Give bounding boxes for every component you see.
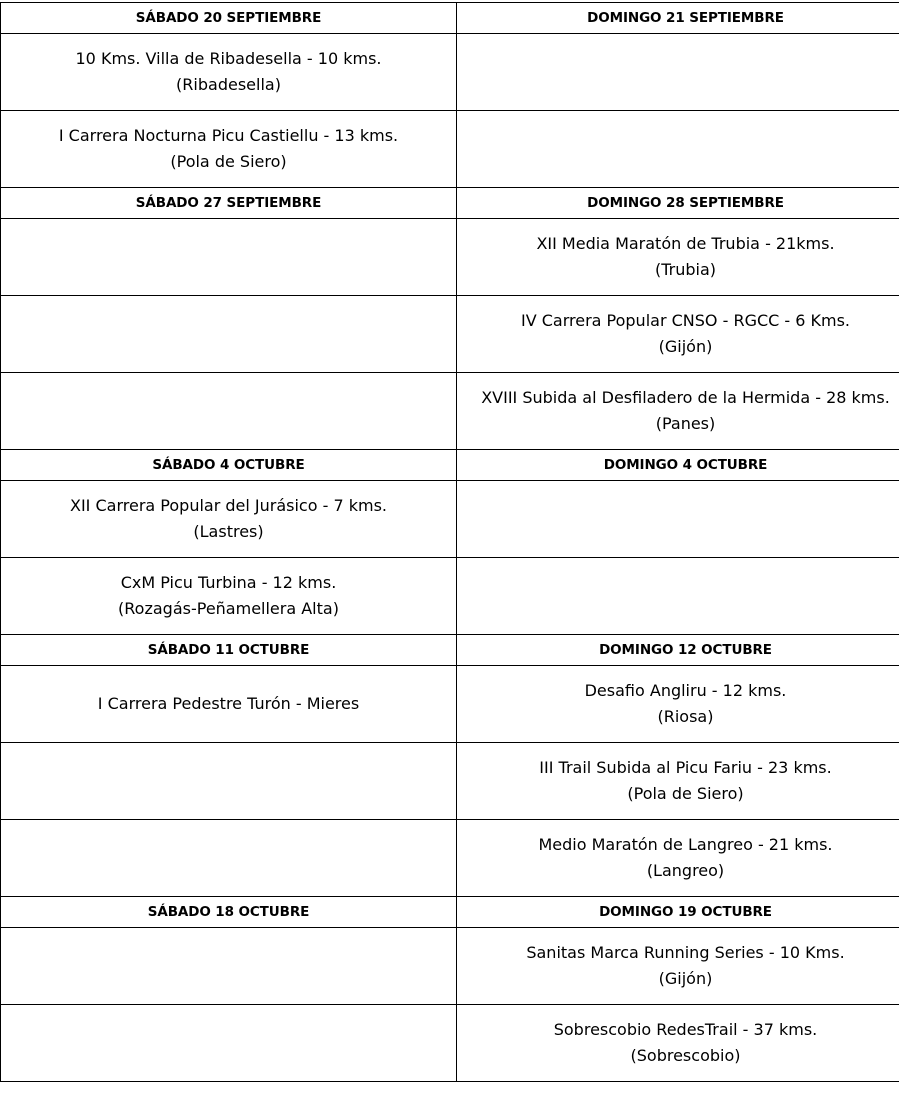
- event-name: III Trail Subida al Picu Fariu - 23 kms.: [539, 758, 832, 777]
- saturday-event-cell: [1, 481, 457, 558]
- race-calendar-table: [0, 2, 899, 1082]
- sunday-event-cell: [457, 111, 899, 188]
- sunday-event-cell: [457, 219, 899, 296]
- sunday-date-header: DOMINGO 19 OCTUBRE: [457, 897, 899, 928]
- saturday-date-header: SÁBADO 27 SEPTIEMBRE: [1, 188, 457, 219]
- event-name: Medio Maratón de Langreo - 21 kms.: [538, 835, 833, 854]
- event-row: [1, 34, 899, 111]
- event-row: [1, 219, 899, 296]
- sunday-date-header: DOMINGO 12 OCTUBRE: [457, 635, 899, 666]
- saturday-date-header: SÁBADO 20 SEPTIEMBRE: [1, 3, 457, 34]
- sunday-event-cell: [457, 743, 899, 820]
- saturday-event-cell: [1, 743, 457, 820]
- event-name: I Carrera Nocturna Picu Castiellu - 13 kms.: [58, 126, 399, 145]
- event-row: [1, 1005, 899, 1082]
- event-row: [1, 743, 899, 820]
- sunday-event-cell: [457, 373, 899, 450]
- event-row: [1, 373, 899, 450]
- event-name: XVIII Subida al Desfiladero de la Hermida - 28 kms.: [481, 388, 890, 407]
- event-location: (Gijón): [658, 969, 713, 988]
- event-location: (Riosa): [657, 707, 714, 726]
- event-location: (Panes): [655, 414, 716, 433]
- event-location: (Langreo): [646, 861, 725, 880]
- saturday-event-cell: [1, 558, 457, 635]
- saturday-event-cell: [1, 296, 457, 373]
- event-name: 10 Kms. Villa de Ribadesella - 10 kms.: [75, 49, 382, 68]
- sunday-event-cell: [457, 558, 899, 635]
- event-name: XII Carrera Popular del Jurásico - 7 kms.: [70, 496, 387, 515]
- event-row: [1, 666, 899, 743]
- event-name: Sobrescobio RedesTrail - 37 kms.: [553, 1020, 818, 1039]
- event-row: [1, 558, 899, 635]
- saturday-event-cell: [1, 666, 457, 743]
- event-location: (Pola de Siero): [170, 152, 287, 171]
- saturday-event-cell: [1, 820, 457, 897]
- sunday-event-cell: [457, 928, 899, 1005]
- event-name: Sanitas Marca Running Series - 10 Kms.: [526, 943, 845, 962]
- event-location: (Pola de Siero): [627, 784, 744, 803]
- sunday-event-cell: [457, 481, 899, 558]
- event-location: (Gijón): [658, 337, 713, 356]
- saturday-event-cell: [1, 373, 457, 450]
- saturday-date-header: SÁBADO 11 OCTUBRE: [1, 635, 457, 666]
- sunday-date-header: DOMINGO 28 SEPTIEMBRE: [457, 188, 899, 219]
- event-location: (Rozagás-Peñamellera Alta): [118, 599, 339, 618]
- event-name: CxM Picu Turbina - 12 kms.: [120, 573, 337, 592]
- event-name: I Carrera Pedestre Turón - Mieres: [97, 694, 360, 713]
- sunday-date-header: DOMINGO 4 OCTUBRE: [457, 450, 899, 481]
- saturday-date-header: SÁBADO 4 OCTUBRE: [1, 450, 457, 481]
- saturday-event-cell: [1, 34, 457, 111]
- event-name: XII Media Maratón de Trubia - 21kms.: [536, 234, 835, 253]
- week-header-row: [1, 3, 899, 34]
- sunday-event-cell: [457, 296, 899, 373]
- sunday-event-cell: [457, 820, 899, 897]
- week-header-row: [1, 635, 899, 666]
- event-row: [1, 820, 899, 897]
- week-header-row: [1, 897, 899, 928]
- event-row: [1, 296, 899, 373]
- event-location: (Sobrescobio): [630, 1046, 741, 1065]
- sunday-event-cell: [457, 666, 899, 743]
- event-name: IV Carrera Popular CNSO - RGCC - 6 Kms.: [520, 311, 851, 330]
- event-name: Desafio Angliru - 12 kms.: [584, 681, 787, 700]
- sunday-date-header: DOMINGO 21 SEPTIEMBRE: [457, 3, 899, 34]
- event-row: [1, 481, 899, 558]
- week-header-row: [1, 450, 899, 481]
- sunday-event-cell: [457, 1005, 899, 1082]
- event-row: [1, 928, 899, 1005]
- event-location: (Lastres): [193, 522, 264, 541]
- saturday-date-header: SÁBADO 18 OCTUBRE: [1, 897, 457, 928]
- saturday-event-cell: [1, 111, 457, 188]
- week-header-row: [1, 188, 899, 219]
- event-row: [1, 111, 899, 188]
- event-location: (Ribadesella): [176, 75, 281, 94]
- saturday-event-cell: [1, 1005, 457, 1082]
- saturday-event-cell: [1, 219, 457, 296]
- saturday-event-cell: [1, 928, 457, 1005]
- sunday-event-cell: [457, 34, 899, 111]
- event-location: (Trubia): [654, 260, 717, 279]
